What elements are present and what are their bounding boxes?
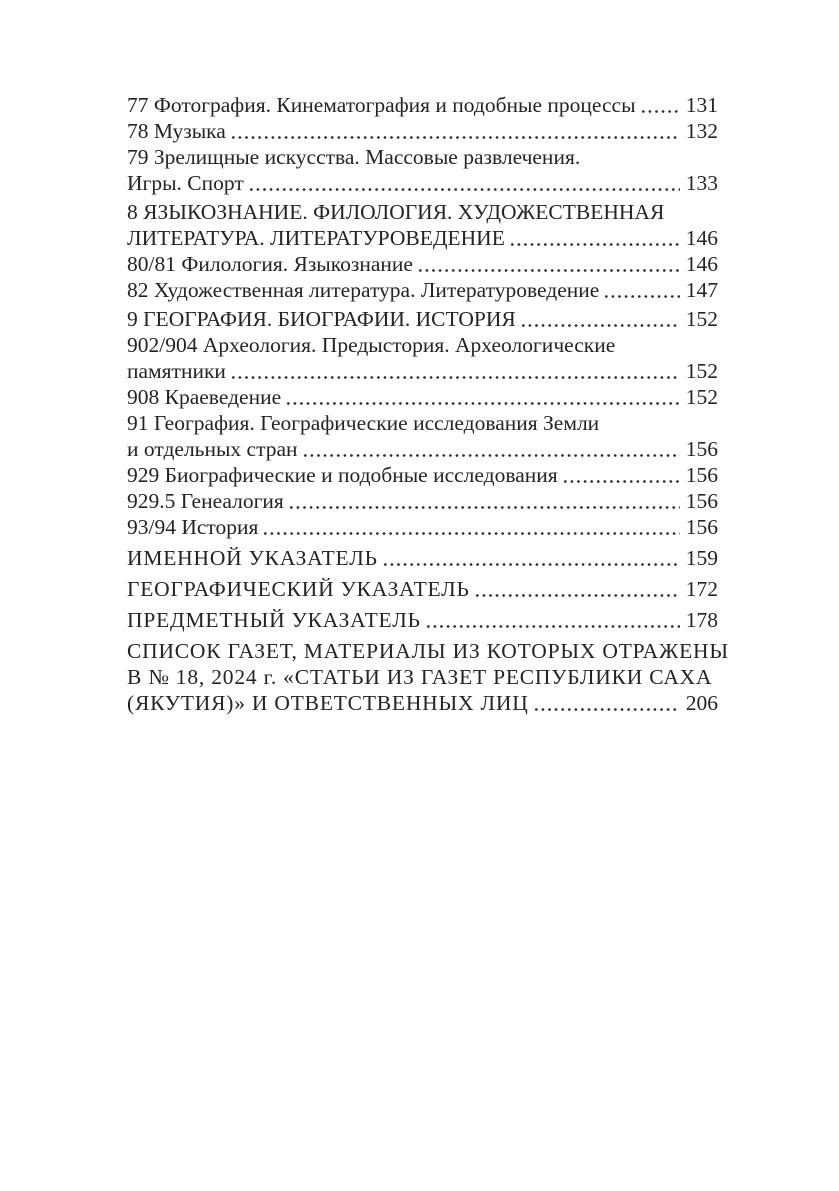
toc-entry <box>127 277 718 303</box>
toc-entry <box>127 545 718 571</box>
toc-entry-text: ГЕОГРАФИЧЕСКИЙ УКАЗАТЕЛЬ <box>127 577 470 601</box>
dot-leader <box>509 225 680 251</box>
toc-entry-text: 91 География. Географические исследования Земли <box>127 411 600 435</box>
toc-entry-line <box>127 384 718 410</box>
toc-entry-text: ИМЕННОЙ УКАЗАТЕЛЬ <box>127 546 378 570</box>
toc-entry <box>127 92 718 118</box>
toc-entry <box>127 144 718 196</box>
toc-entry-line <box>127 332 718 358</box>
toc-entry-line <box>127 225 718 251</box>
page-number: 152 <box>685 359 718 383</box>
toc-entry-line <box>127 410 718 436</box>
dot-leader <box>474 576 680 602</box>
toc-entry-text: СПИСОК ГАЗЕТ, МАТЕРИАЛЫ ИЗ КОТОРЫХ ОТРАЖЕНЫ <box>127 639 729 663</box>
toc-entry-line <box>127 144 718 170</box>
toc-entry <box>127 332 718 384</box>
toc-entry-line <box>127 607 718 633</box>
page-number: 159 <box>685 546 718 570</box>
toc-entry-line <box>127 488 718 514</box>
dot-leader <box>302 436 680 462</box>
toc-entry-line <box>127 462 718 488</box>
dot-leader <box>520 306 680 332</box>
toc-entry <box>127 199 718 251</box>
toc-entry-text: 902/904 Археология. Предыстория. Археологические <box>127 333 616 357</box>
page-number: 152 <box>685 307 718 331</box>
toc-entry <box>127 514 718 540</box>
page-number: 178 <box>685 608 718 632</box>
toc-entry <box>127 410 718 462</box>
toc-entry-line <box>127 92 718 118</box>
toc-entry-text: 93/94 История <box>127 515 259 539</box>
dot-leader <box>562 462 680 488</box>
toc-entry-line <box>127 277 718 303</box>
toc-entry-text: 77 Фотография. Кинематография и подобные процессы <box>127 93 636 117</box>
page-number: 146 <box>685 252 718 276</box>
toc-entry-text: 9 ГЕОГРАФИЯ. БИОГРАФИИ. ИСТОРИЯ <box>127 307 516 331</box>
toc-entry <box>127 638 729 716</box>
toc-entry <box>127 576 718 602</box>
toc-entry-line <box>127 118 718 144</box>
toc-entry-text: 929.5 Генеалогия <box>127 489 284 513</box>
toc-entry-line <box>127 638 729 664</box>
toc-entry-text: 79 Зрелищные искусства. Массовые развлечения. <box>127 145 581 169</box>
page-number: 152 <box>685 385 718 409</box>
dot-leader <box>640 92 680 118</box>
page-number: 131 <box>685 93 718 117</box>
page-number: 132 <box>685 119 718 143</box>
toc-entry-text: и отдельных стран <box>127 437 298 461</box>
dot-leader <box>248 170 680 196</box>
toc-entry-text: 80/81 Филология. Языкознание <box>127 252 413 276</box>
page-number: 133 <box>685 171 718 195</box>
toc-entry-line <box>127 251 718 277</box>
toc-entry-line <box>127 436 718 462</box>
dot-leader <box>417 251 680 277</box>
page-number: 156 <box>685 463 718 487</box>
toc-entry-text: Игры. Спорт <box>127 171 244 195</box>
toc-entry <box>127 384 718 410</box>
toc-entry <box>127 251 718 277</box>
dot-leader <box>262 514 679 540</box>
dot-leader <box>382 545 680 571</box>
toc-entry-text: 82 Художественная литература. Литературоведение <box>127 278 600 302</box>
dot-leader <box>285 384 680 410</box>
dot-leader <box>288 488 680 514</box>
toc-entry <box>127 462 718 488</box>
page-number: 206 <box>685 691 718 715</box>
toc-entry-text: В № 18, 2024 г. «СТАТЬИ ИЗ ГАЗЕТ РЕСПУБЛИКИ САХА <box>127 665 713 689</box>
dot-leader <box>533 690 680 716</box>
page-number: 156 <box>685 437 718 461</box>
toc-entry-line <box>127 358 718 384</box>
dot-leader <box>230 118 680 144</box>
toc-entry-text: ЛИТЕРАТУРА. ЛИТЕРАТУРОВЕДЕНИЕ <box>127 226 505 250</box>
page-number: 147 <box>685 278 718 302</box>
toc-entry-line <box>127 576 718 602</box>
toc-entry-line <box>127 690 718 716</box>
toc-entry-line <box>127 199 718 225</box>
page-number: 172 <box>685 577 718 601</box>
toc-entry-line <box>127 170 718 196</box>
page-number: 156 <box>685 515 718 539</box>
toc-entry-text: 929 Биографические и подобные исследования <box>127 463 558 487</box>
toc-entry-text: 8 ЯЗЫКОЗНАНИЕ. ФИЛОЛОГИЯ. ХУДОЖЕСТВЕННАЯ <box>127 200 665 224</box>
toc-entry-line <box>127 545 718 571</box>
dot-leader <box>230 358 680 384</box>
toc-entry-line <box>127 306 718 332</box>
page-number: 146 <box>685 226 718 250</box>
toc-entry <box>127 607 718 633</box>
toc-entry-text: 908 Краеведение <box>127 385 282 409</box>
table-of-contents <box>127 92 729 721</box>
toc-entry-text: памятники <box>127 359 226 383</box>
toc-entry-text: 78 Музыка <box>127 119 226 143</box>
toc-entry-text: ПРЕДМЕТНЫЙ УКАЗАТЕЛЬ <box>127 608 421 632</box>
dot-leader <box>603 277 679 303</box>
page-number: 156 <box>685 489 718 513</box>
toc-entry-line <box>127 664 718 690</box>
toc-entry <box>127 118 718 144</box>
toc-entry-text: (ЯКУТИЯ)» И ОТВЕТСТВЕННЫХ ЛИЦ <box>127 691 529 715</box>
dot-leader <box>425 607 680 633</box>
toc-entry <box>127 306 718 332</box>
toc-entry <box>127 488 718 514</box>
toc-entry-line <box>127 514 718 540</box>
